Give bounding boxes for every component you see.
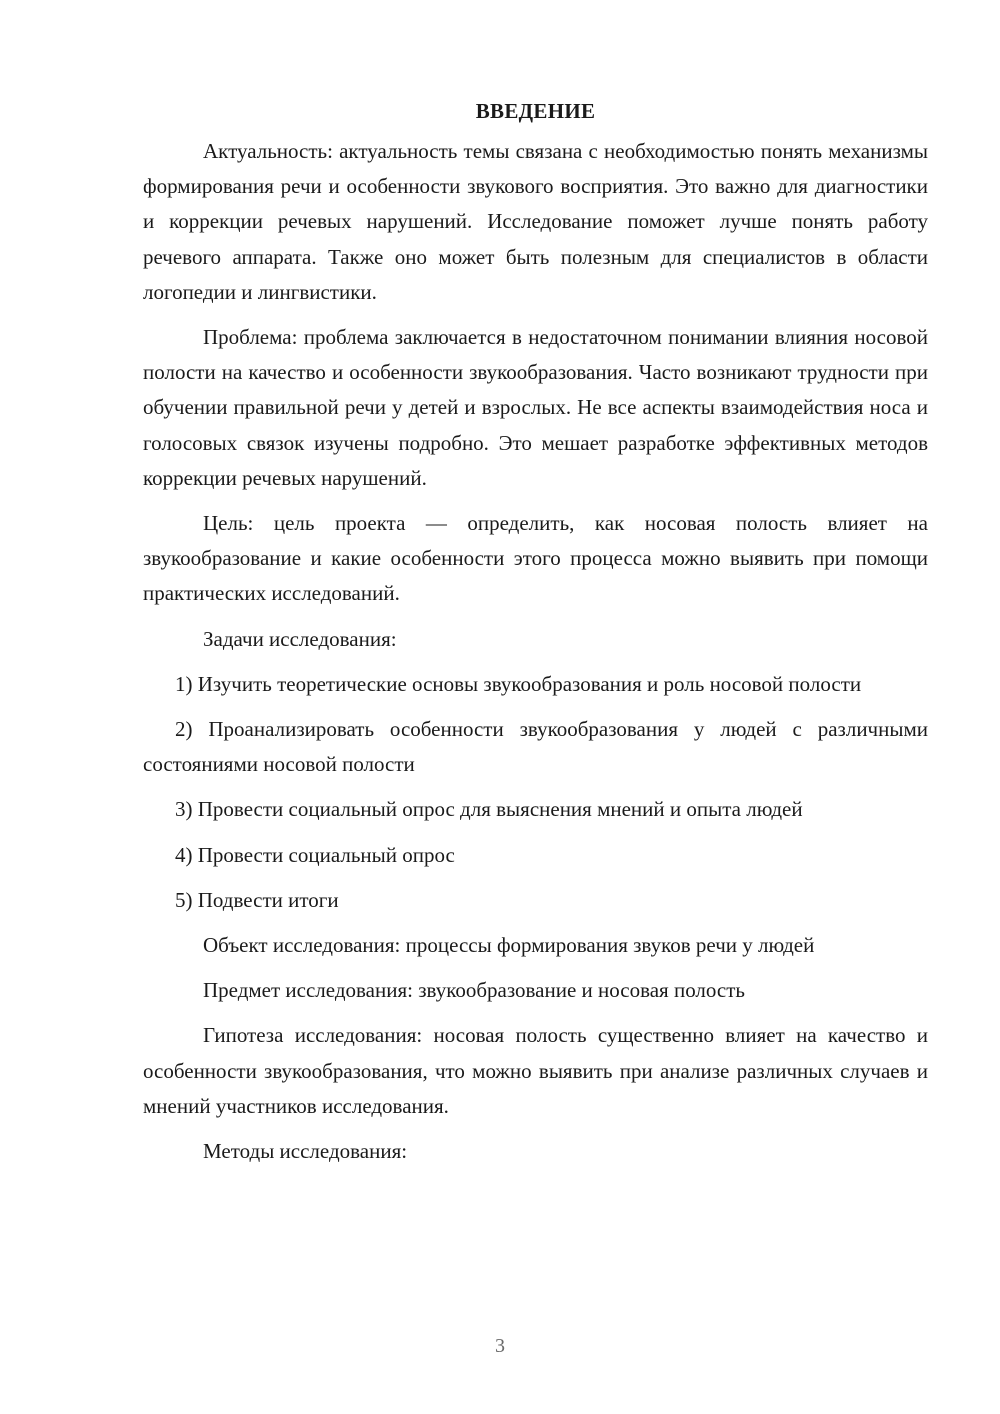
task-item-5: 5) Подвести итоги xyxy=(175,887,339,912)
page-number: 3 xyxy=(495,1335,505,1357)
task-item-4: 4) Провести социальный опрос xyxy=(175,842,455,867)
relevance-paragraph: Актуальность: актуальность темы связана с необходимостью понять механизмы формирования речи и особенности звукового восприятия. Это важно для диагностики и коррекции речевых нарушений. Исследование поможет лучше понять работу речевого аппарата. Также оно может быть полезным для специалистов в области логопедии и лингвистики. xyxy=(143,139,928,304)
document-page xyxy=(143,96,928,1179)
task-item-1: 1) Изучить теоретические основы звукообразования и роль носовой полости xyxy=(175,671,862,696)
object-paragraph: Объект исследования: процессы формирования звуков речи у людей xyxy=(203,933,815,958)
methods-heading: Методы исследования: xyxy=(203,1139,408,1164)
problem-paragraph: Проблема: проблема заключается в недостаточном понимании влияния носовой полости на качество и особенности звукообразования. Часто возникают трудности при обучении правильной речи у детей и взрослых. Не все аспекты взаимодействия носа и голосовых связок изучены подробно. Это мешает разработке эффективных методов коррекции речевых нарушений. xyxy=(143,325,928,490)
subject-paragraph: Предмет исследования: звукообразование и носовая полость xyxy=(203,978,745,1003)
task-item-2: 2) Проанализировать особенности звукообразования у людей с различными состояниями носовой полости xyxy=(143,717,928,777)
task-item-3: 3) Провести социальный опрос для выяснения мнений и опыта людей xyxy=(175,797,803,822)
tasks-heading: Задачи исследования: xyxy=(203,626,397,651)
goal-paragraph: Цель: цель проекта — определить, как носовая полость влияет на звукообразование и какие особенности этого процесса можно выявить при помощи практических исследований. xyxy=(143,511,928,606)
hypothesis-paragraph: Гипотеза исследования: носовая полость существенно влияет на качество и особенности звукообразования, что можно выявить при анализе различных случаев и мнений участников исследования. xyxy=(143,1023,928,1118)
page-title: ВВЕДЕНИЕ xyxy=(475,99,596,123)
